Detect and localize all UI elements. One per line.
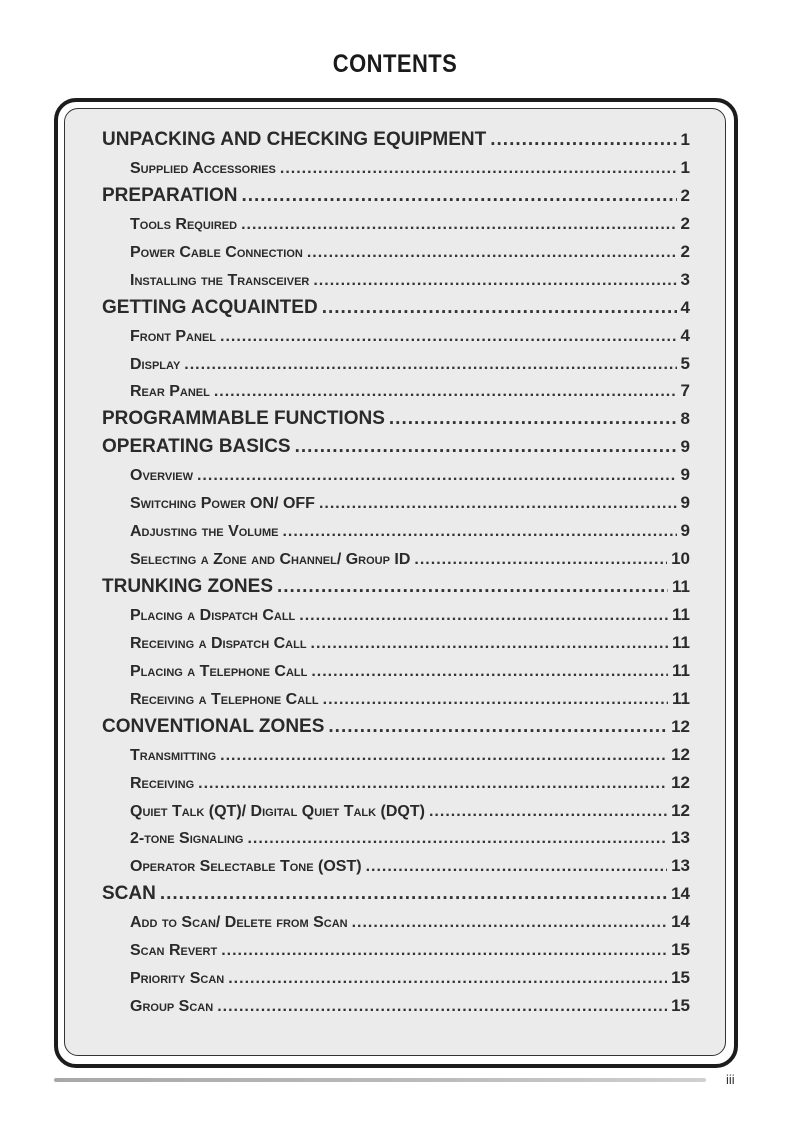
toc-entry-label: Rear Panel (130, 383, 210, 401)
toc-entry-page-number: 7 (680, 381, 690, 401)
toc-entry-page-number: 15 (671, 940, 690, 960)
footer-rule (54, 1078, 706, 1082)
toc-entry-page-number: 15 (671, 996, 690, 1016)
toc-entry-page-number: 1 (680, 157, 690, 177)
toc-subsection-entry[interactable] (102, 908, 690, 936)
toc-subsection-entry[interactable] (102, 489, 690, 517)
toc-entry-page-number: 11 (672, 577, 690, 596)
toc-entry-page-number: 14 (671, 912, 690, 932)
toc-dot-leader (221, 937, 667, 965)
toc-dot-leader (280, 155, 677, 183)
toc-entry-label: OPERATING BASICS (102, 436, 291, 458)
toc-section-entry[interactable] (102, 182, 690, 210)
page-title: CONTENTS (332, 50, 458, 78)
toc-dot-leader (241, 211, 676, 239)
toc-dot-leader (241, 182, 676, 210)
toc-dot-leader (184, 351, 676, 379)
toc-entry-page-number: 12 (671, 800, 690, 820)
toc-subsection-entry[interactable] (102, 154, 690, 182)
toc-entry-page-number: 2 (680, 185, 690, 205)
toc-entry-label: GETTING ACQUAINTED (102, 296, 318, 318)
toc-dot-leader (247, 825, 667, 853)
toc-subsection-entry[interactable] (102, 797, 690, 825)
toc-entry-label: Quiet Talk (QT)/ Digital Quiet Talk (DQT) (130, 802, 425, 820)
toc-dot-leader (322, 294, 677, 322)
toc-entry-page-number: 9 (680, 465, 690, 485)
toc-entry-label: Transmitting (130, 746, 217, 764)
toc-entry-page-number: 11 (672, 604, 690, 624)
toc-entry-label: Placing a Telephone Call (130, 662, 308, 680)
toc-subsection-entry[interactable] (102, 545, 690, 573)
toc-entry-page-number: 4 (680, 325, 690, 345)
toc-entry-label: Display (130, 355, 181, 373)
toc-subsection-entry[interactable] (102, 824, 690, 852)
toc-entry-page-number: 12 (671, 744, 690, 764)
toc-subsection-entry[interactable] (102, 601, 690, 629)
toc-entry-label: Add to Scan/ Delete from Scan (130, 914, 348, 932)
toc-section-entry[interactable] (102, 713, 690, 741)
toc-subsection-entry[interactable] (102, 629, 690, 657)
toc-dot-leader (282, 518, 676, 546)
toc-entry-label: PROGRAMMABLE FUNCTIONS (102, 408, 385, 430)
toc-dot-leader (220, 323, 677, 351)
toc-entry-label: Adjusting the Volume (130, 523, 279, 541)
toc-subsection-entry[interactable] (102, 210, 690, 238)
toc-entry-label: Power Cable Connection (130, 243, 303, 261)
toc-dot-leader (323, 686, 668, 714)
toc-subsection-entry[interactable] (102, 685, 690, 713)
toc-subsection-entry[interactable] (102, 657, 690, 685)
toc-subsection-entry[interactable] (102, 461, 690, 489)
toc-entry-page-number: 8 (680, 409, 690, 429)
toc-entry-label: Overview (130, 467, 193, 485)
toc-dot-leader (160, 880, 667, 908)
toc-entry-page-number: 11 (672, 632, 690, 652)
toc-subsection-entry[interactable] (102, 936, 690, 964)
toc-dot-leader (313, 267, 676, 295)
toc-entry-page-number: 10 (671, 549, 690, 569)
toc-entry-label: Operator Selectable Tone (OST) (130, 858, 362, 876)
toc-entry-page-number: 11 (672, 688, 690, 708)
toc-dot-leader (295, 433, 677, 461)
toc-subsection-entry[interactable] (102, 741, 690, 769)
toc-entry-page-number: 9 (680, 437, 690, 457)
toc-entry-label: Selecting a Zone and Channel/ Group ID (130, 551, 411, 569)
toc-dot-leader (217, 993, 667, 1021)
toc-subsection-entry[interactable] (102, 852, 690, 880)
page-number: iii (726, 1072, 735, 1087)
toc-entry-label: SCAN (102, 883, 156, 905)
toc-entry-page-number: 5 (680, 353, 690, 373)
toc-entry-label: Receiving (130, 774, 195, 792)
toc-dot-leader (352, 909, 667, 937)
toc-entry-label: Group Scan (130, 998, 214, 1016)
toc-dot-leader (198, 770, 667, 798)
toc-subsection-entry[interactable] (102, 377, 690, 405)
toc-subsection-entry[interactable] (102, 517, 690, 545)
toc-entry-label: TRUNKING ZONES (102, 576, 273, 597)
toc-entry-label: Installing the Transceiver (130, 271, 310, 289)
toc-dot-leader (490, 126, 676, 154)
toc-entry-page-number: 12 (671, 716, 690, 736)
toc-dot-leader (328, 713, 667, 741)
toc-entry-page-number: 9 (680, 493, 690, 513)
toc-entry-page-number: 11 (672, 660, 690, 680)
toc-entry-label: Front Panel (130, 327, 216, 345)
toc-entry-page-number: 2 (680, 241, 690, 261)
toc-entry-label: Receiving a Telephone Call (130, 690, 319, 708)
toc-entry-label: PREPARATION (102, 184, 238, 206)
toc-section-entry[interactable] (102, 294, 690, 322)
toc-dot-leader (389, 405, 677, 433)
toc-entry-page-number: 2 (680, 213, 690, 233)
toc-section-entry[interactable] (102, 880, 690, 908)
toc-entry-label: UNPACKING AND CHECKING EQUIPMENT (102, 129, 487, 150)
toc-dot-leader (307, 239, 677, 267)
toc-entry-label: Placing a Dispatch Call (130, 606, 296, 624)
toc-section-entry[interactable] (102, 126, 690, 154)
toc-dot-leader (299, 602, 668, 630)
toc-subsection-entry[interactable] (102, 964, 690, 992)
toc-dot-leader (429, 798, 667, 826)
toc-entry-label: Tools Required (130, 215, 238, 233)
toc-entry-label: Switching Power ON/ OFF (130, 495, 315, 513)
toc-entry-page-number: 3 (680, 269, 690, 289)
toc-entry-page-number: 14 (671, 884, 690, 904)
toc-subsection-entry[interactable] (102, 238, 690, 266)
toc-dot-leader (366, 853, 668, 881)
toc-entry-label: Supplied Accessories (130, 159, 276, 177)
toc-dot-leader (311, 630, 668, 658)
toc-entry-page-number: 13 (671, 828, 690, 848)
table-of-contents (102, 126, 690, 1020)
toc-entry-label: 2-tone Signaling (130, 830, 244, 848)
toc-entry-label: Priority Scan (130, 970, 225, 988)
toc-entry-page-number: 4 (680, 297, 690, 317)
toc-entry-label: CONVENTIONAL ZONES (102, 715, 325, 737)
toc-entry-page-number: 9 (680, 521, 690, 541)
toc-entry-page-number: 12 (671, 772, 690, 792)
toc-section-entry[interactable] (102, 405, 690, 433)
toc-subsection-entry[interactable] (102, 769, 690, 797)
toc-dot-leader (228, 965, 667, 993)
toc-dot-leader (319, 490, 677, 518)
toc-dot-leader (311, 658, 668, 686)
toc-subsection-entry[interactable] (102, 350, 690, 378)
toc-subsection-entry[interactable] (102, 992, 690, 1020)
toc-entry-page-number: 15 (671, 968, 690, 988)
toc-subsection-entry[interactable] (102, 266, 690, 294)
toc-section-entry[interactable] (102, 433, 690, 461)
toc-entry-page-number: 1 (680, 130, 690, 149)
toc-entry-page-number: 13 (671, 856, 690, 876)
toc-dot-leader (277, 573, 668, 601)
toc-dot-leader (414, 546, 667, 574)
toc-dot-leader (197, 462, 677, 490)
toc-section-entry[interactable] (102, 573, 690, 601)
toc-dot-leader (220, 742, 667, 770)
toc-entry-label: Scan Revert (130, 942, 218, 960)
toc-subsection-entry[interactable] (102, 322, 690, 350)
toc-dot-leader (214, 378, 677, 406)
toc-entry-label: Receiving a Dispatch Call (130, 634, 307, 652)
